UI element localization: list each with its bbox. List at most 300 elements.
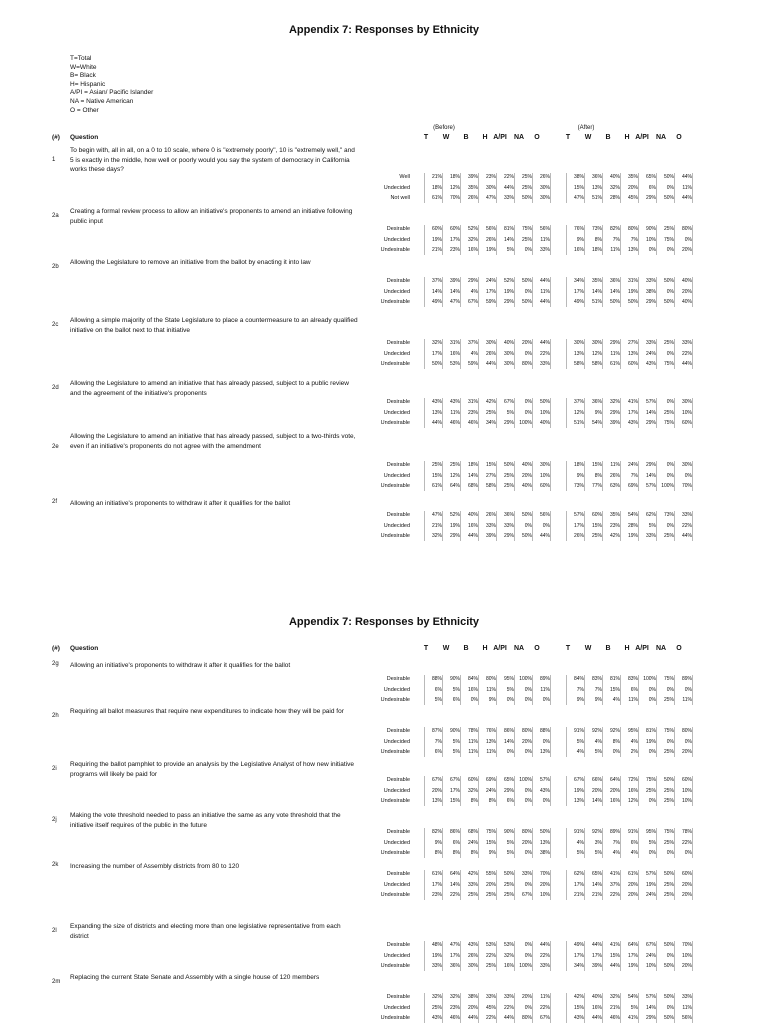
page2-before-value: 33% bbox=[521, 871, 532, 877]
page2-after-value: 20% bbox=[681, 749, 692, 756]
page1-after-value: 0% bbox=[666, 288, 674, 295]
page1-after-value: 36% bbox=[609, 278, 620, 284]
page2-before-value: 22% bbox=[503, 1004, 514, 1011]
page2-before-value: 16% bbox=[503, 963, 514, 970]
page2-before-value: 5% bbox=[452, 686, 460, 693]
page2-after-value: 29% bbox=[645, 1015, 656, 1022]
page2-before-value: 90% bbox=[449, 728, 460, 734]
page2-after-value: 20% bbox=[681, 892, 692, 899]
page1-before-value: 33% bbox=[503, 522, 514, 529]
page1-after-value: 50% bbox=[663, 278, 674, 284]
page1-after-value: 9% bbox=[576, 236, 584, 243]
page1-after-value: 6% bbox=[648, 184, 656, 191]
page1-before-value: 30% bbox=[539, 195, 550, 202]
page1-after-value: 25% bbox=[663, 533, 674, 540]
page2-after-value: 11% bbox=[682, 697, 692, 704]
page1-before-value: 40% bbox=[467, 512, 478, 518]
page2-after-value: 15% bbox=[609, 686, 620, 693]
page1-after-value: 7% bbox=[630, 236, 638, 243]
page2-row-label: Undecided bbox=[383, 839, 410, 846]
page1-before-value: 19% bbox=[485, 247, 496, 254]
page1-after-value: 9% bbox=[576, 472, 584, 479]
page1-after-value: 29% bbox=[645, 299, 656, 306]
page1-before-value: 21% bbox=[431, 174, 442, 180]
page1-before-value: 13% bbox=[431, 409, 442, 416]
page2-before-col-header: T bbox=[423, 645, 429, 652]
page1-after-value: 14% bbox=[645, 409, 656, 416]
page2-after-col-header: W bbox=[584, 645, 592, 652]
page2-before-value: 22% bbox=[485, 952, 496, 959]
page2-after-value: 12% bbox=[627, 798, 638, 805]
page2-grid-line bbox=[550, 828, 551, 858]
page1-legend-line: H= Hispanic bbox=[70, 80, 106, 88]
page2-after-value: 81% bbox=[609, 676, 620, 682]
page1-after-value: 80% bbox=[681, 226, 692, 232]
page1-before-value: 10% bbox=[539, 409, 550, 416]
page2-before-value: 32% bbox=[431, 994, 442, 1000]
page1-after-value: 30% bbox=[573, 340, 584, 346]
page2-after-value: 4% bbox=[576, 839, 584, 846]
page1-question-number: 2f bbox=[52, 499, 58, 505]
page1-before-value: 0% bbox=[524, 409, 532, 416]
page1-before-value: 17% bbox=[431, 350, 442, 357]
page2-row-label: Undesirable bbox=[380, 892, 410, 899]
page2-before-value: 80% bbox=[521, 1015, 532, 1022]
page2-before-value: 42% bbox=[467, 871, 478, 877]
page2-before-value: 11% bbox=[468, 738, 478, 745]
page2-grid-line bbox=[550, 776, 551, 806]
page1-before-value: 33% bbox=[539, 361, 550, 368]
page2-before-value: 38% bbox=[539, 850, 550, 857]
page2-after-value: 0% bbox=[666, 850, 674, 857]
page2-before-value: 80% bbox=[485, 676, 496, 682]
page2-after-value: 20% bbox=[627, 892, 638, 899]
page2-question-header: Question bbox=[70, 645, 99, 652]
page1-legend-line: B= Black bbox=[70, 72, 96, 80]
page2-before-value: 16% bbox=[467, 686, 478, 693]
page1-before-value: 47% bbox=[449, 299, 460, 306]
page2-after-value: 4% bbox=[612, 850, 620, 857]
page1-grid-line bbox=[692, 173, 693, 203]
page1-before-value: 24% bbox=[485, 278, 496, 284]
page2-grid-line bbox=[692, 727, 693, 757]
page1-before-value: 23% bbox=[485, 174, 496, 180]
page2-before-value: 90% bbox=[503, 829, 514, 835]
page2-before-value: 5% bbox=[452, 738, 460, 745]
page2-grid-line bbox=[550, 993, 551, 1023]
page2-after-value: 84% bbox=[573, 676, 584, 682]
page1-after-value: 0% bbox=[666, 399, 674, 405]
page2-row-label: Desirable bbox=[386, 829, 410, 835]
page2-after-value: 24% bbox=[645, 892, 656, 899]
page2-after-value: 0% bbox=[684, 850, 692, 857]
page2-before-value: 33% bbox=[467, 881, 478, 888]
page2-before-col-header: H bbox=[482, 645, 488, 652]
page1-before-value: 22% bbox=[503, 174, 514, 180]
page1-after-value: 30% bbox=[681, 399, 692, 405]
page2-after-value: 5% bbox=[576, 738, 584, 745]
page2-grid-line bbox=[550, 870, 551, 900]
page1-before-value: 15% bbox=[431, 472, 442, 479]
page2-question-text: Expanding the size of districts and electing more than one legislative representative from each district bbox=[70, 923, 341, 940]
page2-before-value: 0% bbox=[524, 798, 532, 805]
page2-after-value: 17% bbox=[627, 952, 638, 959]
page2-before-value: 11% bbox=[486, 686, 496, 693]
page2-after-value: 0% bbox=[666, 686, 674, 693]
page2-num-header: (#) bbox=[52, 645, 60, 652]
page1-before-value: 0% bbox=[524, 522, 532, 529]
page2-before-value: 25% bbox=[503, 892, 514, 899]
page1-after-value: 25% bbox=[663, 409, 674, 416]
page1-before-value: 37% bbox=[467, 340, 478, 346]
page1-after-value: 15% bbox=[591, 522, 602, 529]
page1-before-value: 26% bbox=[467, 195, 478, 202]
page1-row-label: Undesirable bbox=[380, 247, 410, 254]
page1-row-label: Undecided bbox=[383, 236, 410, 243]
page1-after-value: 60% bbox=[681, 420, 692, 427]
page1-before-value: 11% bbox=[540, 288, 550, 295]
page1-before-value: 52% bbox=[503, 278, 514, 284]
page1-after-value: 34% bbox=[573, 278, 584, 284]
page1-before-value: 14% bbox=[467, 472, 478, 479]
page1-before-value: 25% bbox=[503, 483, 514, 490]
page1-after-value: 14% bbox=[609, 288, 620, 295]
page2-after-col-header: B bbox=[605, 645, 611, 652]
page2-before-value: 0% bbox=[524, 942, 532, 948]
page1-before-value: 39% bbox=[449, 278, 460, 284]
page2-before-value: 32% bbox=[467, 787, 478, 794]
page2-before-value: 57% bbox=[539, 777, 550, 783]
page2-before-value: 0% bbox=[524, 881, 532, 888]
page2-before-value: 100% bbox=[519, 676, 532, 682]
page1-before-value: 67% bbox=[467, 299, 478, 306]
page2-after-value: 0% bbox=[648, 697, 656, 704]
page1-after-value: 33% bbox=[645, 278, 656, 284]
page2-question-text: Requiring all ballot measures that require new expenditures to indicate how they will be paid for bbox=[70, 708, 344, 715]
page1-before-value: 25% bbox=[431, 462, 442, 468]
page1-question-text: To begin with, all in all, on a 0 to 10 scale, where 0 is "extremely poorly", 10 is "extremely well," and 5 is exactly in the middle, how well or poorly would you say the system of democracy in California works these days? bbox=[70, 147, 355, 174]
page1-after-value: 35% bbox=[609, 512, 620, 518]
page2-before-value: 22% bbox=[449, 892, 460, 899]
page1-title: Appendix 7: Responses by Ethnicity bbox=[288, 24, 480, 36]
page1-after-value: 11% bbox=[610, 462, 620, 468]
page2-after-value: 4% bbox=[576, 749, 584, 756]
page1-after-value: 40% bbox=[681, 299, 692, 306]
page2-after-value: 91% bbox=[573, 829, 584, 835]
page1-after-value: 70% bbox=[681, 483, 692, 490]
page1-before-value: 52% bbox=[467, 226, 478, 232]
page1-after-col-header: T bbox=[565, 134, 571, 141]
page2-before-value: 19% bbox=[431, 952, 442, 959]
page2-after-value: 41% bbox=[627, 1015, 638, 1022]
page1-before-value: 25% bbox=[449, 462, 460, 468]
page2-after-value: 54% bbox=[627, 994, 638, 1000]
page2-before-value: 8% bbox=[470, 850, 478, 857]
page1-after-value: 20% bbox=[681, 288, 692, 295]
page1-before-value: 44% bbox=[485, 361, 496, 368]
page1-after-value: 58% bbox=[573, 361, 584, 368]
page2-after-value: 0% bbox=[666, 1004, 674, 1011]
page1-before-value: 59% bbox=[485, 299, 496, 306]
page2-after-value: 0% bbox=[684, 738, 692, 745]
page1-after-value: 17% bbox=[573, 288, 584, 295]
page2-before-value: 6% bbox=[434, 686, 442, 693]
page2-grid-line bbox=[692, 870, 693, 900]
page1-before-value: 30% bbox=[539, 184, 550, 191]
page2-before-value: 20% bbox=[539, 881, 550, 888]
page2-row-label: Desirable bbox=[386, 676, 410, 682]
page2-after-value: 78% bbox=[681, 829, 692, 835]
page2-before-value: 32% bbox=[449, 994, 460, 1000]
page2-after-value: 92% bbox=[591, 829, 602, 835]
page2-row-label: Undecided bbox=[383, 686, 410, 693]
page1-after-value: 47% bbox=[573, 195, 584, 202]
page2-after-value: 10% bbox=[645, 963, 656, 970]
page1-row-label: Undecided bbox=[383, 522, 410, 529]
page1-after-col-header: A/PI bbox=[635, 134, 649, 141]
page1-row-label: Desirable bbox=[386, 340, 410, 346]
page2-after-value: 25% bbox=[645, 787, 656, 794]
page1-after-value: 65% bbox=[645, 174, 656, 180]
page2-before-value: 50% bbox=[503, 871, 514, 877]
page2-before-value: 44% bbox=[467, 1015, 478, 1022]
page2-before-value: 11% bbox=[540, 994, 550, 1000]
page1-num-header: (#) bbox=[52, 134, 60, 141]
page1-before-col-header: W bbox=[442, 134, 450, 141]
page2-after-value: 21% bbox=[573, 892, 584, 899]
page2-before-value: 5% bbox=[506, 686, 514, 693]
page1-before-value: 10% bbox=[539, 472, 550, 479]
page1-after-value: 15% bbox=[591, 462, 602, 468]
page1-after-value: 32% bbox=[609, 184, 620, 191]
page1-grid-line bbox=[550, 173, 551, 203]
page2-after-value: 10% bbox=[681, 787, 692, 794]
page1-after-value: 33% bbox=[681, 512, 692, 518]
page2-before-value: 9% bbox=[488, 850, 496, 857]
page1-before-value: 50% bbox=[431, 361, 442, 368]
page1-before-value: 25% bbox=[503, 472, 514, 479]
page2-before-value: 25% bbox=[503, 881, 514, 888]
page2-before-value: 33% bbox=[485, 994, 496, 1000]
page2-after-value: 3% bbox=[594, 839, 602, 846]
page2-after-value: 83% bbox=[591, 676, 602, 682]
page1-after-value: 41% bbox=[627, 399, 638, 405]
page1-after-value: 15% bbox=[573, 184, 584, 191]
page2-before-value: 6% bbox=[506, 798, 514, 805]
page2-after-value: 0% bbox=[666, 738, 674, 745]
page2-before-value: 80% bbox=[521, 829, 532, 835]
page2-grid-line bbox=[550, 941, 551, 971]
page1-after-value: 82% bbox=[609, 226, 620, 232]
page2-after-value: 15% bbox=[573, 1004, 584, 1011]
page1-legend-line: NA = Native American bbox=[70, 98, 134, 105]
page2-after-value: 19% bbox=[627, 963, 638, 970]
page1-after-value: 60% bbox=[627, 361, 638, 368]
page2-before-value: 13% bbox=[539, 749, 550, 756]
page2-before-value: 44% bbox=[503, 1015, 514, 1022]
page1-after-value: 18% bbox=[573, 462, 584, 468]
page2-after-value: 67% bbox=[573, 777, 584, 783]
page1-before-value: 34% bbox=[485, 420, 496, 427]
page1-after-value: 40% bbox=[681, 278, 692, 284]
page1-question-number: 2d bbox=[52, 385, 59, 391]
page1-after-value: 38% bbox=[573, 174, 584, 180]
page1-after-value: 13% bbox=[573, 350, 584, 357]
page1-after-value: 20% bbox=[681, 247, 692, 254]
page1-before-value: 44% bbox=[431, 420, 442, 427]
page2-before-value: 20% bbox=[485, 881, 496, 888]
page1-before-value: 11% bbox=[540, 236, 550, 243]
page2-before-value: 45% bbox=[485, 1004, 496, 1011]
page1-before-value: 12% bbox=[449, 184, 460, 191]
page1-before-value: 18% bbox=[431, 184, 442, 191]
page2-before-value: 6% bbox=[452, 697, 460, 704]
page1-after-value: 50% bbox=[609, 299, 620, 306]
page2-row-label: Undesirable bbox=[380, 749, 410, 756]
page2-before-value: 43% bbox=[467, 942, 478, 948]
page2-after-value: 16% bbox=[609, 798, 620, 805]
page2-after-value: 20% bbox=[627, 881, 638, 888]
page1-after-value: 10% bbox=[681, 409, 692, 416]
page1-after-value: 13% bbox=[591, 184, 602, 191]
page1-grid-line bbox=[550, 461, 551, 491]
page1-after-value: 73% bbox=[663, 512, 674, 518]
page2-before-value: 0% bbox=[524, 749, 532, 756]
page1-before-value: 80% bbox=[521, 361, 532, 368]
page1-before-value: 30% bbox=[539, 462, 550, 468]
page2-before-value: 20% bbox=[431, 787, 442, 794]
page2-before-value: 32% bbox=[503, 952, 514, 959]
page2-after-value: 60% bbox=[681, 871, 692, 877]
page2-after-value: 44% bbox=[591, 942, 602, 948]
page2-row-label: Undecided bbox=[383, 881, 410, 888]
page2-before-value: 25% bbox=[431, 1004, 442, 1011]
page2-after-value: 7% bbox=[612, 839, 620, 846]
page1-after-value: 54% bbox=[591, 420, 602, 427]
page1-after-value: 26% bbox=[609, 472, 620, 479]
page2-before-value: 0% bbox=[524, 850, 532, 857]
page2-after-value: 32% bbox=[609, 994, 620, 1000]
page2-before-value: 61% bbox=[431, 871, 442, 877]
page2-after-value: 44% bbox=[609, 963, 620, 970]
page1-after-value: 73% bbox=[573, 483, 584, 490]
page1-before-value: 14% bbox=[431, 288, 442, 295]
page1-row-label: Undecided bbox=[383, 409, 410, 416]
page2-before-value: 64% bbox=[449, 871, 460, 877]
page2-after-value: 64% bbox=[609, 777, 620, 783]
page1-before-value: 32% bbox=[467, 236, 478, 243]
page2-row-label: Desirable bbox=[386, 728, 410, 734]
page2-after-value: 6% bbox=[630, 839, 638, 846]
page2-before-value: 13% bbox=[431, 798, 442, 805]
page2-after-value: 75% bbox=[663, 676, 674, 682]
page1-before-value: 70% bbox=[449, 195, 460, 202]
page2-question-number: 2h bbox=[52, 713, 59, 719]
page1-before-value: 44% bbox=[539, 533, 550, 540]
page2-before-value: 43% bbox=[539, 787, 550, 794]
page2-after-value: 22% bbox=[609, 892, 620, 899]
page2-before-value: 46% bbox=[449, 1015, 460, 1022]
page1-before-value: 0% bbox=[524, 288, 532, 295]
page1-question-text: Allowing the Legislature to amend an initiative that has already passed, subject to a two-thirds vote, even if an initiative's proponents do not agree with the amendment bbox=[70, 433, 356, 450]
page2-after-value: 20% bbox=[609, 787, 620, 794]
page1-before-value: 33% bbox=[539, 247, 550, 254]
page1-after-value: 0% bbox=[684, 472, 692, 479]
page1-before-value: 56% bbox=[539, 226, 550, 232]
page2-after-value: 17% bbox=[591, 952, 602, 959]
page2-row-label: Undesirable bbox=[380, 697, 410, 704]
page2-after-value: 21% bbox=[591, 892, 602, 899]
page1-before-value: 40% bbox=[521, 462, 532, 468]
page2-before-value: 9% bbox=[434, 839, 442, 846]
page1-after-value: 36% bbox=[591, 399, 602, 405]
page2-row-label: Desirable bbox=[386, 942, 410, 948]
page2-before-value: 33% bbox=[431, 963, 442, 970]
page2-after-value: 0% bbox=[648, 850, 656, 857]
page2-after-value: 11% bbox=[682, 1004, 692, 1011]
page2-after-value: 25% bbox=[663, 697, 674, 704]
page2-before-value: 25% bbox=[485, 892, 496, 899]
page1-before-value: 21% bbox=[431, 247, 442, 254]
page1-before-value: 4% bbox=[470, 288, 478, 295]
page1-after-value: 0% bbox=[666, 522, 674, 529]
page2-after-value: 14% bbox=[591, 881, 602, 888]
page2-before-value: 9% bbox=[488, 697, 496, 704]
page1-grid-line bbox=[692, 225, 693, 255]
page2-before-value: 0% bbox=[524, 686, 532, 693]
page2-after-value: 7% bbox=[594, 686, 602, 693]
page2-after-value: 46% bbox=[609, 1015, 620, 1022]
page2-after-value: 4% bbox=[594, 738, 602, 745]
page2-before-value: 5% bbox=[506, 850, 514, 857]
page1-after-value: 7% bbox=[630, 472, 638, 479]
page1-after-value: 39% bbox=[609, 420, 620, 427]
page2-after-col-header: H bbox=[624, 645, 630, 652]
page2-before-value: 33% bbox=[503, 994, 514, 1000]
page2-before-value: 84% bbox=[467, 676, 478, 682]
page1-after-value: 29% bbox=[645, 420, 656, 427]
page2-before-value: 75% bbox=[485, 829, 496, 835]
page1-grid-line bbox=[692, 461, 693, 491]
page1-after-value: 28% bbox=[609, 195, 620, 202]
page1-row-label: Desirable bbox=[386, 512, 410, 518]
page2-after-value: 0% bbox=[648, 749, 656, 756]
page2-question-text: Making the vote threshold needed to pass an initiative the same as any vote threshold that the initiative itself requires of the public in the future bbox=[70, 812, 341, 829]
page2-before-value: 14% bbox=[449, 881, 460, 888]
page1-before-value: 5% bbox=[506, 409, 514, 416]
page1-before-value: 21% bbox=[431, 522, 442, 529]
page1-after-value: 0% bbox=[666, 472, 674, 479]
page1-before-value: 100% bbox=[519, 420, 532, 427]
page2-before-value: 26% bbox=[467, 952, 478, 959]
page1-after-value: 80% bbox=[627, 226, 638, 232]
page1-grid-line bbox=[692, 511, 693, 541]
page1-after-value: 8% bbox=[594, 236, 602, 243]
page1-after-value: 11% bbox=[610, 247, 620, 254]
page2-after-value: 25% bbox=[663, 839, 674, 846]
page2-row-label: Desirable bbox=[386, 777, 410, 783]
page1-after-value: 20% bbox=[627, 184, 638, 191]
page1-before-value: 29% bbox=[503, 533, 514, 540]
page2-before-value: 80% bbox=[521, 728, 532, 734]
page2-after-value: 81% bbox=[645, 728, 656, 734]
page2-before-col-header: W bbox=[442, 645, 450, 652]
page2-grid-line bbox=[692, 776, 693, 806]
page2-before-value: 76% bbox=[485, 728, 496, 734]
page1-before-value: 23% bbox=[449, 247, 460, 254]
page1-before-value: 37% bbox=[431, 278, 442, 284]
page1-before-value: 16% bbox=[467, 247, 478, 254]
